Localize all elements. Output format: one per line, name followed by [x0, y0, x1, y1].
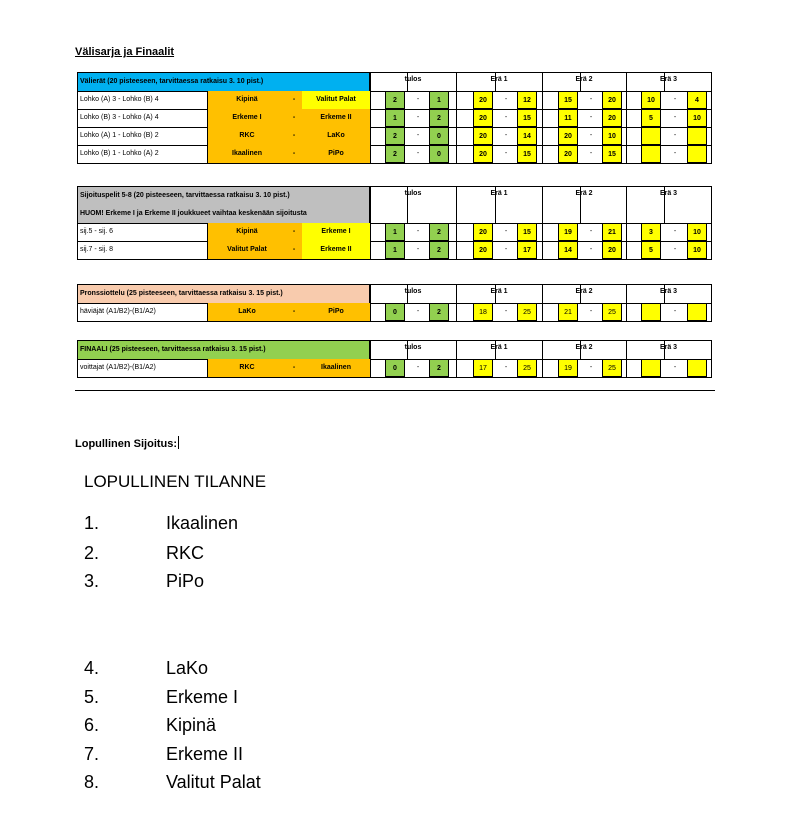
set3-dash: -: [673, 364, 677, 371]
set1-home: 18: [473, 303, 493, 321]
result-away: 2: [429, 223, 449, 241]
col-header-era3: Erä 3: [659, 190, 678, 197]
vs-dash: -: [286, 303, 302, 321]
set1-home: 20: [473, 127, 493, 145]
set3-dash: -: [673, 228, 677, 235]
team-away: Erkeme I: [302, 223, 370, 241]
set2-away: 20: [602, 241, 622, 259]
team-home: RKC: [208, 127, 286, 145]
set2-away: 25: [602, 303, 622, 321]
standing-rank: 8.: [84, 772, 100, 792]
result-away: 1: [429, 91, 449, 109]
inner-divider: [664, 341, 665, 359]
match-row: [78, 303, 711, 321]
set1-away: 25: [517, 303, 537, 321]
set2-home: 11: [558, 109, 578, 127]
standing-team: Ikaalinen: [166, 513, 239, 533]
set1-away: 17: [517, 241, 537, 259]
inner-divider: [580, 341, 581, 359]
inner-divider: [407, 285, 408, 303]
set3-away: 4: [687, 91, 707, 109]
col-header-era2: Erä 2: [575, 76, 593, 83]
match-row: [78, 145, 711, 163]
set1-dash: -: [504, 114, 508, 121]
set3-away: 10: [687, 241, 707, 259]
set3-home: [641, 127, 661, 145]
standing-team: PiPo: [166, 571, 205, 591]
result-home: 2: [385, 127, 405, 145]
match-label: sij.7 - sij. 8: [78, 241, 208, 259]
result-dash: -: [416, 96, 420, 103]
set3-dash: -: [673, 246, 677, 253]
set3-away: [687, 303, 707, 321]
set1-home: 20: [473, 241, 493, 259]
section-header: Sijoituspelit 5-8 (20 pisteeseen, tarvittaessa ratkaisu 3. 10 pist.): [78, 187, 370, 205]
standing-item: [84, 569, 384, 593]
set2-dash: -: [589, 150, 593, 157]
set1-away: 14: [517, 127, 537, 145]
vs-dash: -: [286, 359, 302, 377]
col-header-tulos: tulos: [404, 288, 422, 295]
inner-divider: [407, 73, 408, 91]
section-header: Välierät (20 pisteeseen, tarvittaessa ratkaisu 3. 10 pist.): [78, 73, 370, 91]
col-header-era3: Erä 3: [659, 288, 678, 295]
final-ranking-label: Lopullinen Sijoitus:: [75, 438, 178, 450]
set2-dash: -: [589, 132, 593, 139]
set3-dash: -: [673, 150, 677, 157]
set1-away: 15: [517, 109, 537, 127]
set3-home: 10: [641, 91, 661, 109]
result-dash: -: [416, 150, 420, 157]
set3-dash: -: [673, 114, 677, 121]
set1-home: 20: [473, 91, 493, 109]
result-away: 2: [429, 241, 449, 259]
result-away: 2: [429, 303, 449, 321]
team-home: Kipinä: [208, 91, 286, 109]
match-label: Lohko (A) 3 - Lohko (B) 4: [78, 91, 208, 109]
col-header-era1: Erä 1: [490, 344, 508, 351]
set1-dash: -: [504, 246, 508, 253]
col-header-tulos: tulos: [404, 76, 422, 83]
match-row: [78, 359, 711, 377]
result-home: 2: [385, 91, 405, 109]
standing-item: [84, 656, 384, 680]
inner-divider: [664, 73, 665, 91]
set3-dash: -: [673, 132, 677, 139]
set1-away: 15: [517, 223, 537, 241]
inner-divider: [664, 187, 665, 223]
set1-dash: -: [504, 308, 508, 315]
match-label: häviäjät (A1/B2)-(B1/A2): [78, 303, 208, 321]
set1-away: 15: [517, 145, 537, 163]
col-header-tulos: tulos: [404, 344, 422, 351]
team-away: PiPo: [302, 303, 370, 321]
vs-dash: -: [286, 109, 302, 127]
standing-item: [84, 713, 384, 737]
match-row: [78, 223, 711, 241]
set1-dash: -: [504, 150, 508, 157]
inner-divider: [495, 73, 496, 91]
set2-home: 20: [558, 127, 578, 145]
inner-divider: [495, 341, 496, 359]
result-home: 2: [385, 145, 405, 163]
team-away: PiPo: [302, 145, 370, 163]
set1-home: 20: [473, 109, 493, 127]
set2-home: 20: [558, 145, 578, 163]
set1-dash: -: [504, 228, 508, 235]
match-row: [78, 91, 711, 109]
result-dash: -: [416, 308, 420, 315]
inner-divider: [580, 285, 581, 303]
standing-item: [84, 742, 384, 766]
col-header-era1: Erä 1: [490, 76, 508, 83]
col-header-era1: Erä 1: [490, 288, 508, 295]
set3-home: [641, 359, 661, 377]
set3-away: [687, 145, 707, 163]
match-label: voittajat (A1/B2)-(B1/A2): [78, 359, 208, 377]
set2-away: 15: [602, 145, 622, 163]
set3-home: [641, 145, 661, 163]
result-home: 1: [385, 241, 405, 259]
standing-team: Kipinä: [166, 715, 217, 735]
standing-team: LaKo: [166, 658, 209, 678]
set2-away: 21: [602, 223, 622, 241]
standing-team: Erkeme II: [166, 744, 244, 764]
set3-home: 3: [641, 223, 661, 241]
set2-dash: -: [589, 114, 593, 121]
team-away: Erkeme II: [302, 241, 370, 259]
section-header: Pronssiottelu (25 pisteeseen, tarvittaessa ratkaisu 3. 15 pist.): [78, 285, 370, 303]
set1-dash: -: [504, 364, 508, 371]
standing-rank: 2.: [84, 543, 100, 563]
set2-dash: -: [589, 96, 593, 103]
table-finaali: [77, 340, 712, 378]
result-away: 2: [429, 359, 449, 377]
team-home: Erkeme I: [208, 109, 286, 127]
match-row: [78, 127, 711, 145]
team-away: Erkeme II: [302, 109, 370, 127]
set2-home: 14: [558, 241, 578, 259]
standing-item: [84, 685, 384, 709]
document-title: Välisarja ja Finaalit: [75, 46, 175, 58]
set1-dash: -: [504, 132, 508, 139]
set2-away: 25: [602, 359, 622, 377]
result-home: 1: [385, 109, 405, 127]
set1-dash: -: [504, 96, 508, 103]
set3-home: [641, 303, 661, 321]
standing-rank: 5.: [84, 687, 100, 707]
result-home: 0: [385, 359, 405, 377]
set3-away: [687, 359, 707, 377]
result-away: 2: [429, 109, 449, 127]
inner-divider: [495, 187, 496, 223]
inner-divider: [495, 285, 496, 303]
match-row: [78, 241, 711, 259]
result-home: 1: [385, 223, 405, 241]
table-sijoitus: [77, 186, 712, 260]
set2-away: 20: [602, 91, 622, 109]
match-label: sij.5 - sij. 6: [78, 223, 208, 241]
standing-team: Erkeme I: [166, 687, 239, 707]
set2-home: 21: [558, 303, 578, 321]
separator-line: [75, 390, 715, 391]
col-header-era2: Erä 2: [575, 288, 593, 295]
set3-home: 5: [641, 109, 661, 127]
result-dash: -: [416, 114, 420, 121]
set3-away: 10: [687, 109, 707, 127]
set1-home: 17: [473, 359, 493, 377]
set2-dash: -: [589, 228, 593, 235]
set2-home: 15: [558, 91, 578, 109]
result-away: 0: [429, 127, 449, 145]
vs-dash: -: [286, 127, 302, 145]
vs-dash: -: [286, 241, 302, 259]
vs-dash: -: [286, 91, 302, 109]
col-header-era3: Erä 3: [659, 344, 678, 351]
match-row: [78, 109, 711, 127]
team-home: RKC: [208, 359, 286, 377]
standing-item: [84, 541, 384, 565]
table-valierat: [77, 72, 712, 164]
set3-home: 5: [641, 241, 661, 259]
set1-away: 25: [517, 359, 537, 377]
col-header-era2: Erä 2: [575, 190, 593, 197]
col-header-era3: Erä 3: [659, 76, 678, 83]
match-label: Lohko (A) 1 - Lohko (B) 2: [78, 127, 208, 145]
standing-team: Valitut Palat: [166, 772, 261, 792]
inner-divider: [407, 341, 408, 359]
standing-team: RKC: [166, 543, 205, 563]
set3-away: [687, 127, 707, 145]
standing-item: [84, 511, 384, 535]
table-pronssi: [77, 284, 712, 322]
inner-divider: [664, 285, 665, 303]
col-header-era2: Erä 2: [575, 344, 593, 351]
standing-rank: 1.: [84, 513, 100, 533]
standing-rank: 3.: [84, 571, 100, 591]
standing-item: [84, 770, 384, 794]
set3-away: 10: [687, 223, 707, 241]
set2-away: 20: [602, 109, 622, 127]
set3-dash: -: [673, 96, 677, 103]
team-home: LaKo: [208, 303, 286, 321]
col-header-era1: Erä 1: [490, 190, 508, 197]
result-away: 0: [429, 145, 449, 163]
team-home: Kipinä: [208, 223, 286, 241]
set1-home: 20: [473, 223, 493, 241]
result-dash: -: [416, 228, 420, 235]
set2-away: 10: [602, 127, 622, 145]
set2-dash: -: [589, 364, 593, 371]
set2-dash: -: [589, 308, 593, 315]
set1-home: 20: [473, 145, 493, 163]
team-home: Ikaalinen: [208, 145, 286, 163]
set3-dash: -: [673, 308, 677, 315]
standing-rank: 7.: [84, 744, 100, 764]
standing-rank: 6.: [84, 715, 100, 735]
set1-away: 12: [517, 91, 537, 109]
match-label: Lohko (B) 3 - Lohko (A) 4: [78, 109, 208, 127]
section-header: FINAALI (25 pisteeseen, tarvittaessa ratkaisu 3. 15 pist.): [78, 341, 370, 359]
match-label: Lohko (B) 1 - Lohko (A) 2: [78, 145, 208, 163]
inner-divider: [580, 187, 581, 223]
vs-dash: -: [286, 145, 302, 163]
team-away: Ikaalinen: [302, 359, 370, 377]
text-cursor: [178, 436, 179, 449]
section-note: HUOM! Erkeme I ja Erkeme II joukkueet vaihtaa keskenään sijoitusta: [78, 205, 370, 223]
team-home: Valitut Palat: [208, 241, 286, 259]
vs-dash: -: [286, 223, 302, 241]
col-header-tulos: tulos: [404, 190, 422, 197]
set2-home: 19: [558, 359, 578, 377]
team-away: Valitut Palat: [302, 91, 370, 109]
standing-rank: 4.: [84, 658, 100, 678]
team-away: LaKo: [302, 127, 370, 145]
inner-divider: [580, 73, 581, 91]
result-dash: -: [416, 246, 420, 253]
result-home: 0: [385, 303, 405, 321]
set2-home: 19: [558, 223, 578, 241]
set2-dash: -: [589, 246, 593, 253]
result-dash: -: [416, 364, 420, 371]
inner-divider: [407, 187, 408, 223]
standings-title: LOPULLINEN TILANNE: [84, 472, 267, 491]
result-dash: -: [416, 132, 420, 139]
